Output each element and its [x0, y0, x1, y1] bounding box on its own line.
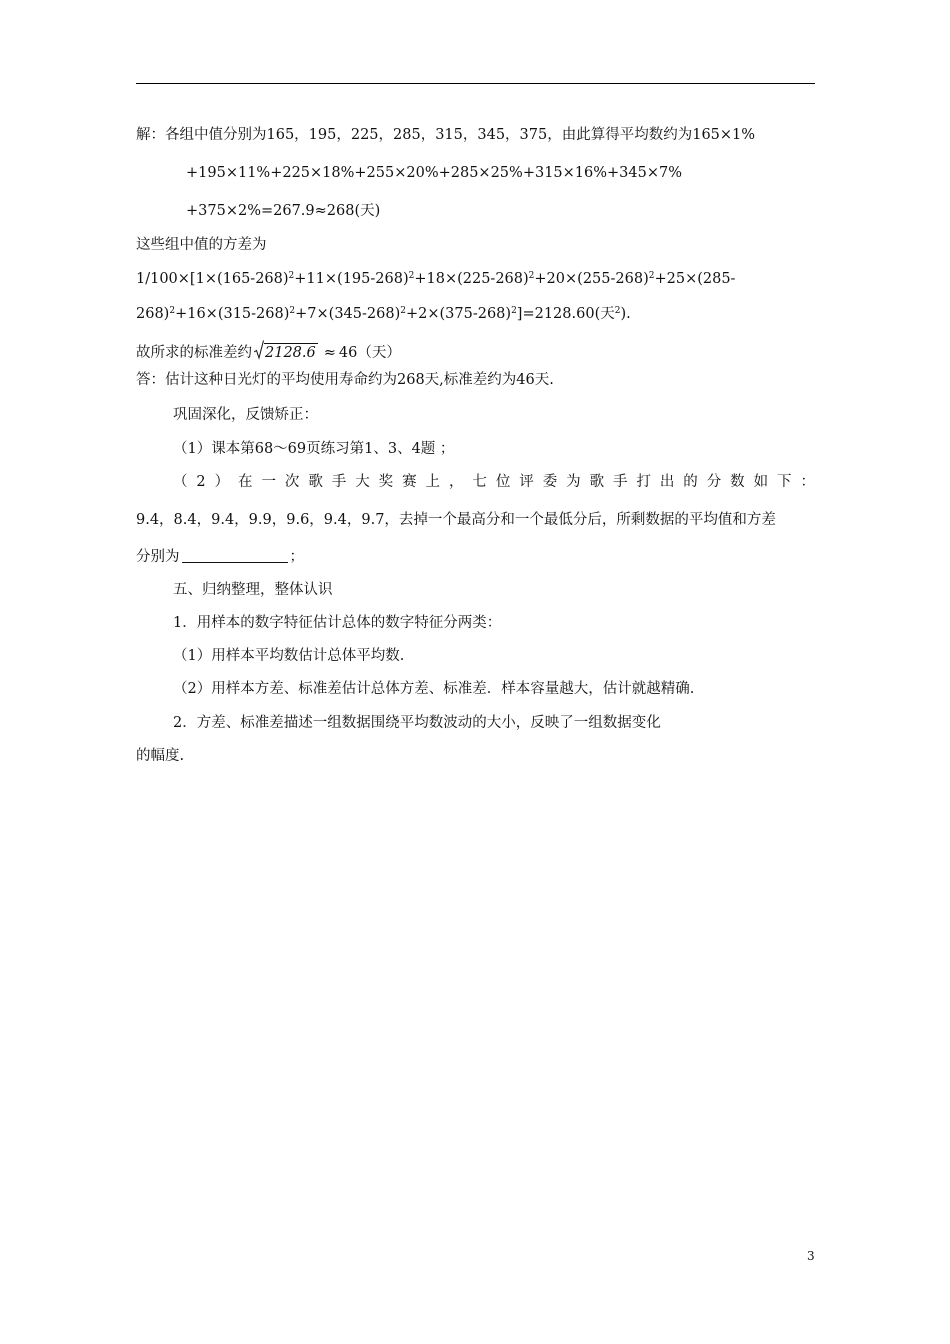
- variance-term-1: 1/100×[1×(165-268): [136, 271, 289, 287]
- radical-sign-icon: [254, 340, 264, 360]
- answer-blank-prefix: 分别为: [136, 549, 180, 565]
- exponent: 2: [288, 271, 295, 281]
- summary-point-1a: （1）用样本平均数估计总体平均数.: [173, 648, 405, 664]
- std-prefix: 故所求的标准差约: [136, 345, 252, 361]
- variance-formula-line-2: [136, 307, 631, 322]
- summary-point-2-line-1: 2．方差、标准差描述一组数据围绕平均数波动的大小，反映了一组数据变化: [173, 715, 661, 731]
- variance-term-9: +2×(375-268): [405, 306, 512, 322]
- answer-blank: [182, 550, 288, 563]
- summary-point-2-line-2: 的幅度.: [136, 748, 185, 764]
- square-root: [254, 340, 318, 360]
- answer-line: 答：估计这种日光灯的平均使用寿命约为268天,标准差约为46天.: [136, 372, 554, 388]
- variance-term-5: +25×(285-: [654, 271, 736, 287]
- page-number: 3: [807, 1249, 815, 1263]
- header-rule: [136, 83, 815, 84]
- exponent: 2: [169, 306, 176, 316]
- variance-term-6: 268): [136, 306, 170, 322]
- summary-point-1b: （2）用样本方差、标准差估计总体方差、标准差．样本容量越大，估计就越精确.: [173, 681, 695, 697]
- exponent: 2: [400, 306, 406, 316]
- variance-result: ]=2128.60(天: [516, 306, 615, 322]
- variance-term-7: +16×(315-268): [175, 306, 290, 322]
- radicand: 2128.6: [265, 344, 316, 361]
- variance-term-4: +20×(255-268): [534, 271, 649, 287]
- variance-term-8: +7×(345-268): [295, 306, 401, 322]
- variance-end: ).: [620, 306, 631, 322]
- variance-term-2: +11×(195-268): [294, 271, 409, 287]
- std-value: 46: [338, 345, 358, 361]
- summary-point-1: 1．用样本的数字特征估计总体的数字特征分两类：: [173, 615, 502, 631]
- exponent: 2: [408, 271, 415, 281]
- exercise-item-2-line-1: （2）在一次歌手大奖赛上，七位评委为歌手打出的分数如下：: [173, 474, 815, 490]
- approx-sign: ≈: [323, 345, 336, 361]
- exponent: 2: [289, 306, 296, 316]
- std-deviation-line: [136, 340, 401, 361]
- exercise-item-2-line-2: 9.4，8.4，9.4，9.9，9.6，9.4，9.7，去掉一个最高分和一个最低分后，所剩数据的平均值和方差: [136, 512, 776, 528]
- exponent: 2: [511, 306, 517, 316]
- consolidation-heading: 巩固深化，反馈矫正：: [173, 407, 318, 423]
- summary-heading: 五、归纳整理，整体认识: [173, 582, 333, 598]
- exponent: 2: [528, 271, 535, 281]
- exercise-item-1: （1）课本第68～69页练习第1、3、4题 ；: [173, 441, 455, 457]
- variance-intro: 这些组中值的方差为: [136, 237, 267, 253]
- variance-term-3: +18×(225-268): [414, 271, 529, 287]
- exercise-item-2-line-3: [136, 550, 304, 565]
- solution-line-3: +375×2%=267.9≈268(天): [186, 203, 381, 219]
- exponent: 2: [614, 306, 621, 316]
- solution-line-1: 解：各组中值分别为165，195，225，285，315，345，375，由此算得平均数约为165×1%: [136, 127, 756, 143]
- answer-blank-suffix: ；: [289, 549, 304, 565]
- std-unit: （天）: [357, 345, 401, 361]
- solution-line-2: +195×11%+225×18%+255×20%+285×25%+315×16%+345×7%: [186, 165, 682, 181]
- variance-formula-line-1: [136, 272, 735, 287]
- exponent: 2: [648, 271, 655, 281]
